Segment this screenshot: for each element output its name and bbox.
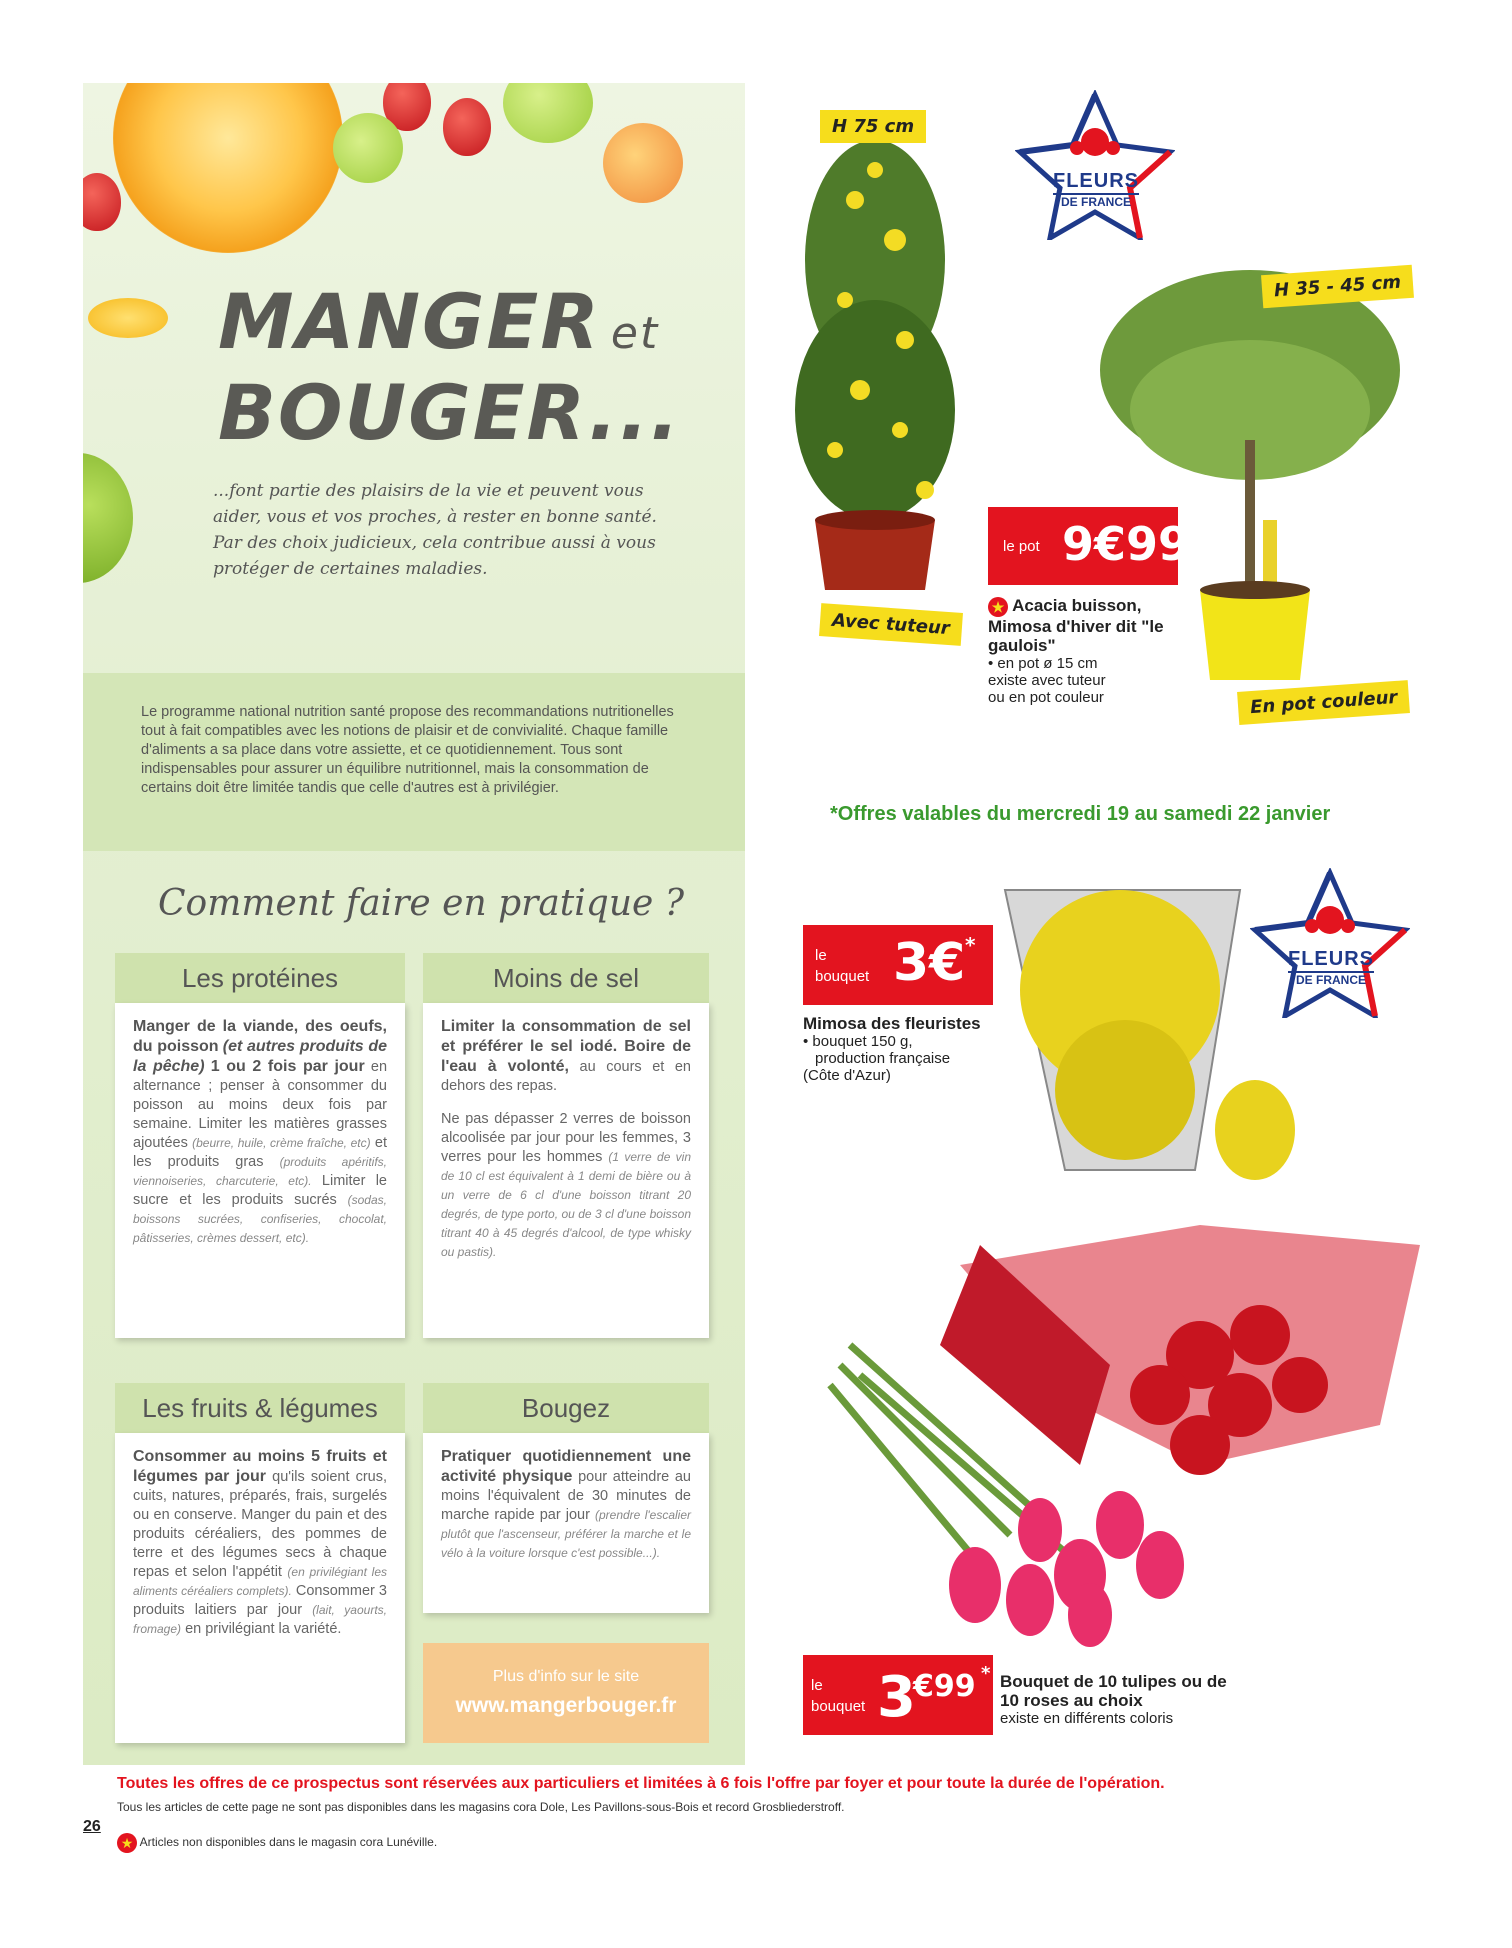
price-star: *: [981, 1663, 991, 1684]
height-tag-35-45: H 35 - 45 cm: [1261, 265, 1414, 308]
footer-note: ★ Articles non disponibles dans le magasin cora Lunéville.: [117, 1833, 437, 1853]
price-dec: €99: [913, 1669, 976, 1704]
price-int: 3: [877, 1665, 916, 1730]
bouquet-description: Bouquet de 10 tulipes ou de 10 roses au choix existe en différents coloris: [1000, 1672, 1227, 1727]
nutrition-panel: [83, 83, 745, 1765]
fleurs-de-france-logo: FLEURS DE FRANCE: [1015, 90, 1175, 240]
apple-image: [83, 453, 133, 583]
mango-slice-image: [88, 298, 168, 338]
validity-notice: *Offres valables du mercredi 19 au samedi 22 janvier: [830, 803, 1331, 825]
lime-image: [333, 113, 403, 183]
card-bougez-title: Bougez: [423, 1383, 709, 1433]
price-amount: 9€99: [1062, 517, 1191, 571]
footer-conditions: Toutes les offres de ce prospectus sont réservées aux particuliers et limitées à 6 fois l'offre par foyer et pour toute la durée de l'opération.: [117, 1775, 1165, 1792]
program-text: Le programme national nutrition santé propose des recommandations nutritionelles tout à fait compatibles avec les notions de plaisir et de convivialité. Chaque famille d'aliments a sa place dans votre assiette, et ce quotidiennement. Tous sont indispensables pour assurer un équilibre nutritionnel, mais la consommation de certains doit être limitée tandis que celle d'autres est à privilégier.: [141, 704, 674, 796]
fleurs-de-france-logo: FLEURS DE FRANCE: [1250, 868, 1410, 1018]
mimosa-price-box: [803, 925, 993, 1005]
how-title: Comment faire en pratique ?: [158, 883, 685, 924]
page-number: 26: [83, 1818, 101, 1835]
lime-image: [503, 83, 593, 143]
mimosa-description: Mimosa des fleuristes • bouquet 150 g, production française (Côte d'Azur): [803, 1014, 981, 1084]
roses-tulips-image: [780, 1205, 1440, 1655]
strawberry-image: [443, 98, 491, 156]
price-unit: le pot: [1003, 538, 1040, 555]
cta-url[interactable]: www.mangerbouger.fr: [455, 1694, 677, 1717]
price-star: *: [965, 933, 976, 957]
intro-text: ...font partie des plaisirs de la vie et peuvent vous aider, vous et vos proches, à rester en bonne santé. Par des choix judicieux, cela contribue aussi à vous protéger de certaines maladies.: [213, 481, 657, 579]
program-box: [83, 673, 745, 851]
card-sel-body: Limiter la consommation de sel et préférer le sel iodé. Boire de l'eau à volonté, au cours et en dehors des repas. Ne pas dépasser 2 verres de boisson alcoolisée par jour pour les femmes, 3 verres pour les hommes (1 verre de vin de 10 cl est équivalent à 1 demi de bière ou à un verre de 6 cl d'une boisson titrant 20 degrés, de type porto, ou de 3 cl d'une boisson titrant 40 à 45 degrés d'alcool, de type whisky ou pastis).: [423, 1003, 709, 1338]
tuteur-tag: Avec tuteur: [819, 603, 963, 646]
price-unit-bouquet: bouquet: [811, 1698, 866, 1715]
headline: MANGER et BOUGER...: [218, 277, 682, 457]
orange-slice-image: [113, 83, 343, 253]
acacia-description: ★ Acacia buisson, Mimosa d'hiver dit "le gaulois" • en pot ø 15 cm existe avec tuteur ou en pot couleur: [988, 596, 1164, 706]
bouquet-price-box: [803, 1655, 993, 1735]
pot-couleur-tag: En pot couleur: [1237, 680, 1410, 725]
acacia-tuteur-image: [775, 110, 975, 610]
card-proteines-title: Les protéines: [115, 953, 405, 1003]
height-tag-75: H 75 cm: [820, 110, 926, 143]
footer-availability: Tous les articles de cette page ne sont pas disponibles dans les magasins cora Dole, Les Pavillons-sous-Bois et record Grosbliederstroff.: [117, 1800, 845, 1814]
star-icon: ★: [988, 597, 1008, 617]
mangerbouger-link[interactable]: [423, 1643, 709, 1743]
star-icon: ★: [117, 1833, 137, 1853]
card-fruits-title: Les fruits & légumes: [115, 1383, 405, 1433]
card-bougez-body: Pratiquer quotidiennement une activité physique pour atteindre au moins l'équivalent de 30 minutes de marche rapide par jour (prendre l'escalier plutôt que l'ascenseur, préférer la marche et le vélo à la voiture lorsque c'est possible...).: [423, 1433, 709, 1613]
cta-line1: Plus d'info sur le site: [492, 1668, 640, 1685]
card-proteines-body: Manger de la viande, des oeufs, du poisson (et autres produits de la pêche) 1 ou 2 fois par jour en alternance ; penser à consommer du poisson au moins deux fois par semaine. Limiter les matières grasses ajoutées (beurre, huile, crème fraîche, etc) et les produits gras (produits apéritifs, viennoiseries, charcuterie, etc). Limiter le sucre et les produits sucrés (sodas, boissons sucrées, confiseries, chocolat, pâtisseries, crèmes dessert, etc).: [115, 1003, 405, 1338]
price-unit-le: le: [815, 947, 827, 964]
peach-image: [603, 123, 683, 203]
price-amount: 3€: [893, 933, 966, 993]
card-fruits-body: Consommer au moins 5 fruits et légumes par jour qu'ils soient crus, cuits, natures, préparés, frais, surgelés ou en conserve. Manger du pain et des produits céréaliers, des pommes de terre et des légumes secs à chaque repas et selon l'appétit (en privilégiant les aliments céréaliers complets). Consommer 3 produits laitiers par jour (lait, yaourts, fromage) en privilégiant la variété.: [115, 1433, 405, 1743]
price-unit-bouquet: bouquet: [815, 968, 870, 985]
price-unit-le: le: [811, 1677, 823, 1694]
acacia-price-box: [988, 507, 1191, 585]
card-sel-title: Moins de sel: [423, 953, 709, 1003]
headline-et: et: [610, 308, 660, 359]
strawberry-image: [83, 173, 121, 231]
